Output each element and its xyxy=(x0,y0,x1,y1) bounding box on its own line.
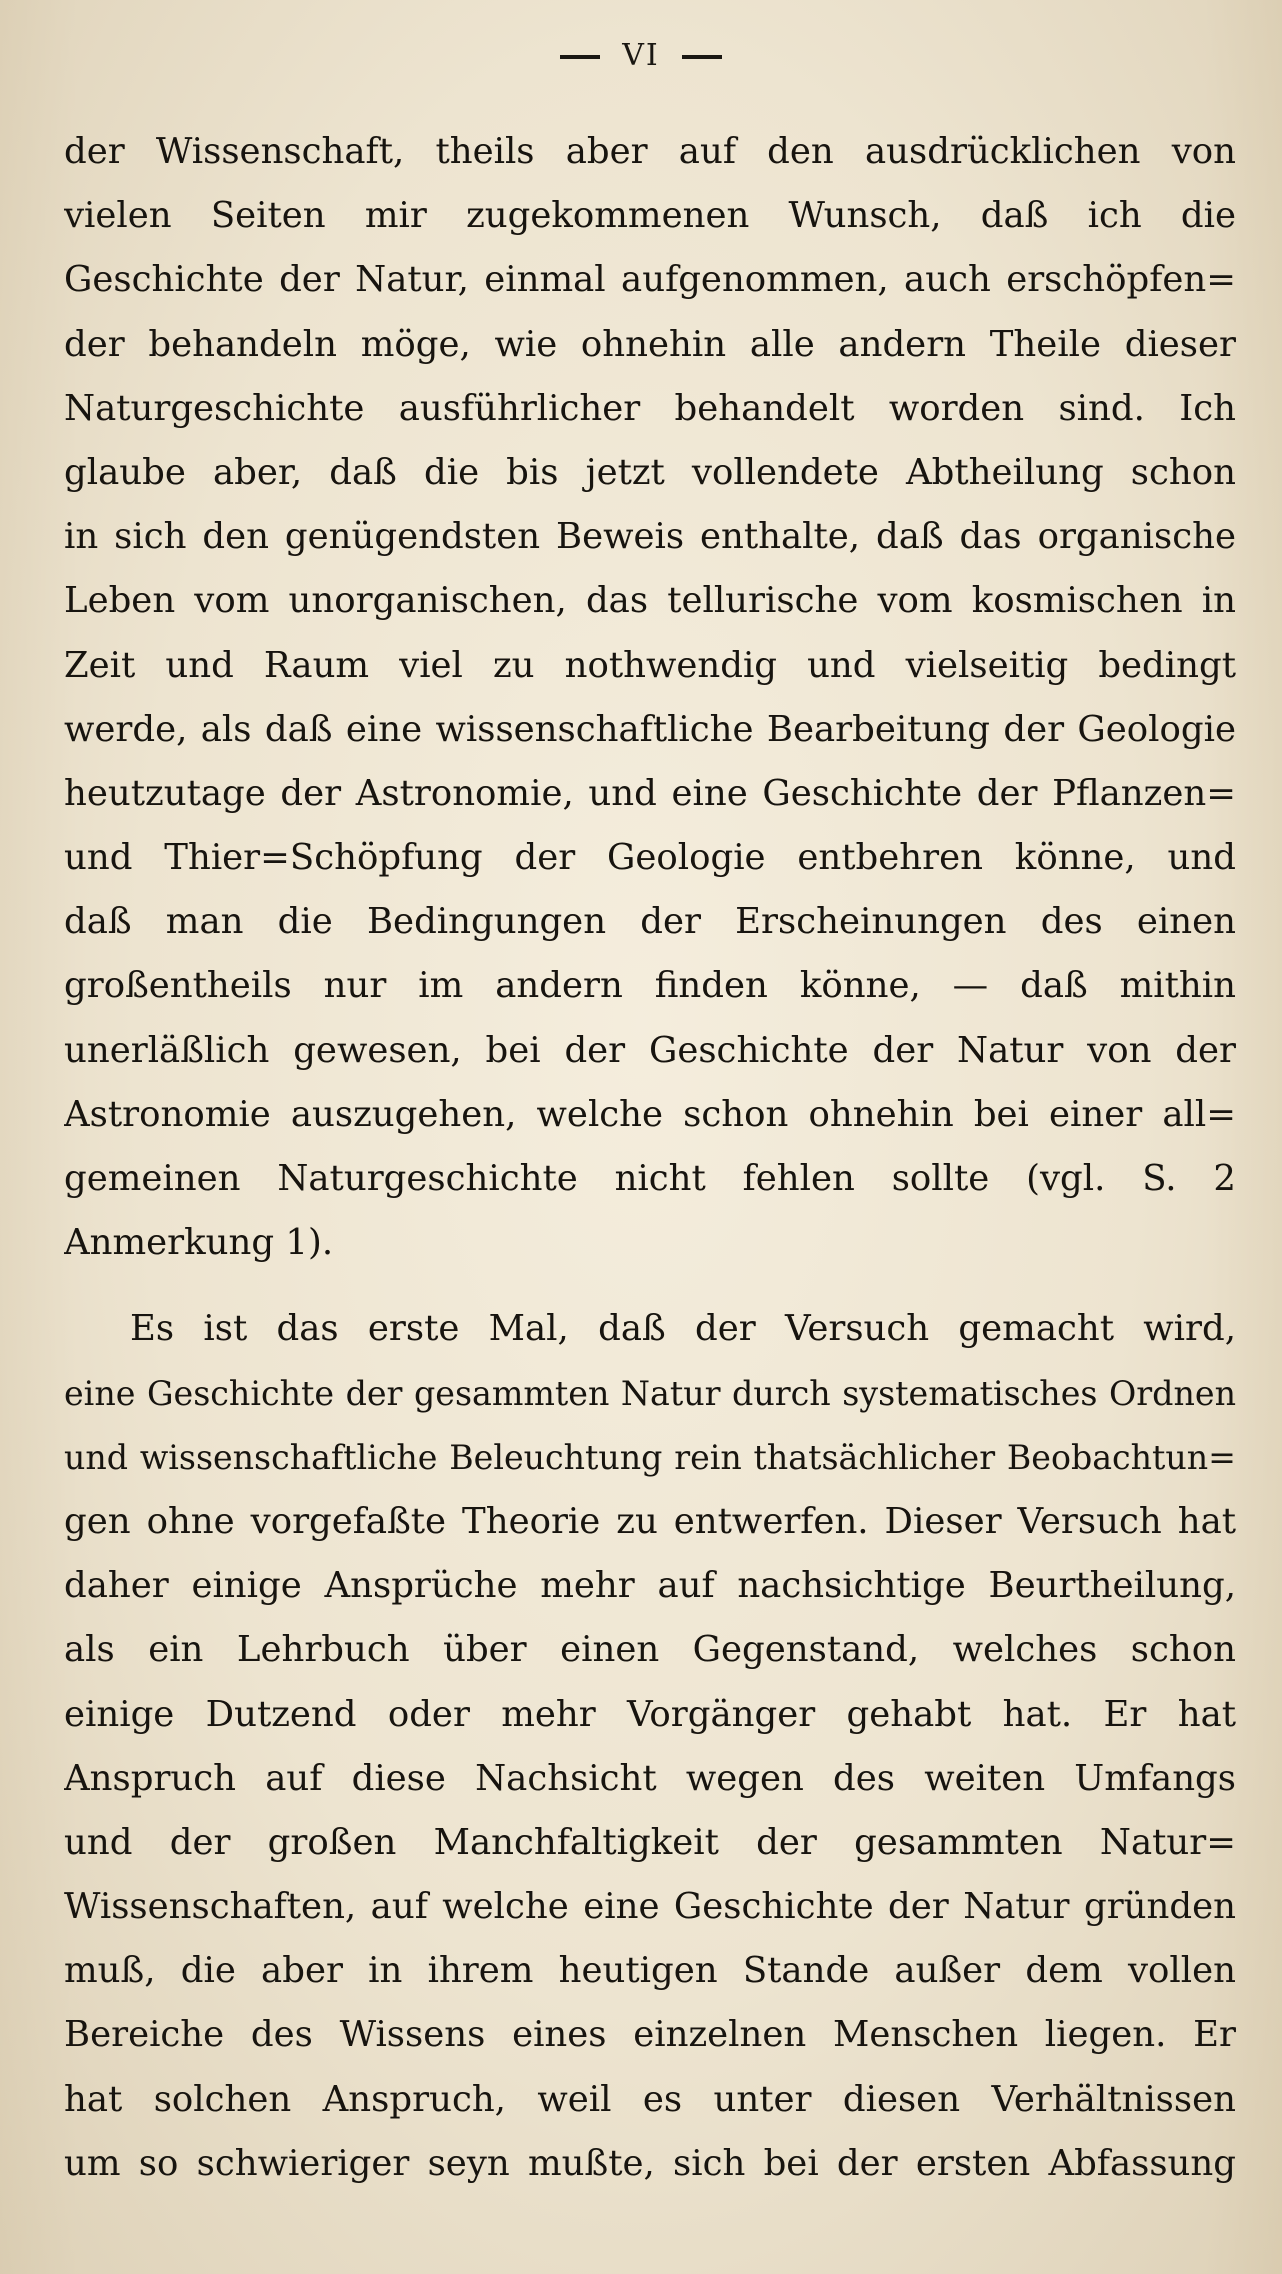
text-line: heutzutage der Astronomie, und eine Geschichte der Pflanzen= xyxy=(64,772,1236,814)
body-text xyxy=(64,120,1236,2196)
text-line: großentheils nur im andern finden könne, — daß mithin xyxy=(64,965,1236,1007)
page-number: VI xyxy=(622,38,660,73)
text-line: einige Dutzend oder mehr Vorgänger gehabt hat. Er hat xyxy=(64,1693,1236,1735)
text-line: eine Geschichte der gesammten Natur durch systematisches Ordnen xyxy=(64,1373,1236,1413)
text-line: gemeinen Naturgeschichte nicht fehlen sollte (vgl. S. 2 xyxy=(64,1158,1236,1199)
text-line: werde, als daß eine wissenschaftliche Bearbeitung der Geologie xyxy=(64,708,1236,750)
text-line: Naturgeschichte ausführlicher behandelt worden sind. Ich xyxy=(64,387,1236,429)
paragraph-1 xyxy=(64,120,1236,1275)
text-line: Zeit und Raum viel zu nothwendig und vielseitig bedingt xyxy=(64,644,1236,686)
text-line: um so schwieriger seyn mußte, sich bei der ersten Abfassung xyxy=(64,2142,1236,2184)
text-line: der behandeln möge, wie ohnehin alle andern Theile dieser xyxy=(64,323,1236,365)
text-line: Astronomie auszugehen, welche schon ohnehin bei einer all= xyxy=(64,1093,1236,1135)
paragraph-gap xyxy=(64,1275,1236,1297)
text-line: der Wissenschaft, theils aber auf den ausdrücklichen von xyxy=(64,131,1236,172)
header-dash-right xyxy=(682,55,722,59)
text-line: Bereiche des Wissens eines einzelnen Menschen liegen. Er xyxy=(64,2014,1236,2056)
text-line: daher einige Ansprüche mehr auf nachsichtige Beurtheilung, xyxy=(64,1565,1236,1607)
text-line: und wissenschaftliche Beleuchtung rein thatsächlicher Beobachtun= xyxy=(64,1437,1236,1477)
text-line: Anspruch auf diese Nachsicht wegen des weiten Umfangs xyxy=(64,1757,1236,1799)
text-line: vielen Seiten mir zugekommenen Wunsch, daß ich die xyxy=(64,195,1236,237)
text-line: hat solchen Anspruch, weil es unter diesen Verhältnissen xyxy=(64,2078,1236,2120)
page-header xyxy=(0,38,1282,73)
text-line: gen ohne vorgefaßte Theorie zu entwerfen. Dieser Versuch hat xyxy=(64,1500,1236,1542)
paragraph-2 xyxy=(64,1297,1236,2196)
text-line: Es ist das erste Mal, daß der Versuch gemacht wird, xyxy=(130,1308,1236,1350)
text-line: und der großen Manchfaltigkeit der gesammten Natur= xyxy=(64,1821,1236,1863)
header-dash-left xyxy=(560,55,600,59)
text-line: als ein Lehrbuch über einen Gegenstand, welches schon xyxy=(64,1629,1236,1671)
text-line: Leben vom unorganischen, das tellurische vom kosmischen in xyxy=(64,580,1236,622)
text-line: Geschichte der Natur, einmal aufgenommen, auch erschöpfen= xyxy=(64,259,1236,301)
text-line: unerläßlich gewesen, bei der Geschichte der Natur von der xyxy=(64,1029,1236,1071)
text-line: glaube aber, daß die bis jetzt vollendete Abtheilung schon xyxy=(64,451,1236,493)
text-line: in sich den genügendsten Beweis enthalte, daß das organische xyxy=(64,516,1236,558)
text-line: Anmerkung 1). xyxy=(64,1222,334,1264)
text-line: daß man die Bedingungen der Erscheinungen des einen xyxy=(64,901,1236,943)
text-line: muß, die aber in ihrem heutigen Stande außer dem vollen xyxy=(64,1950,1236,1992)
text-line: und Thier=Schöpfung der Geologie entbehren könne, und xyxy=(64,837,1236,879)
text-line: Wissenschaften, auf welche eine Geschichte der Natur gründen xyxy=(64,1886,1236,1928)
